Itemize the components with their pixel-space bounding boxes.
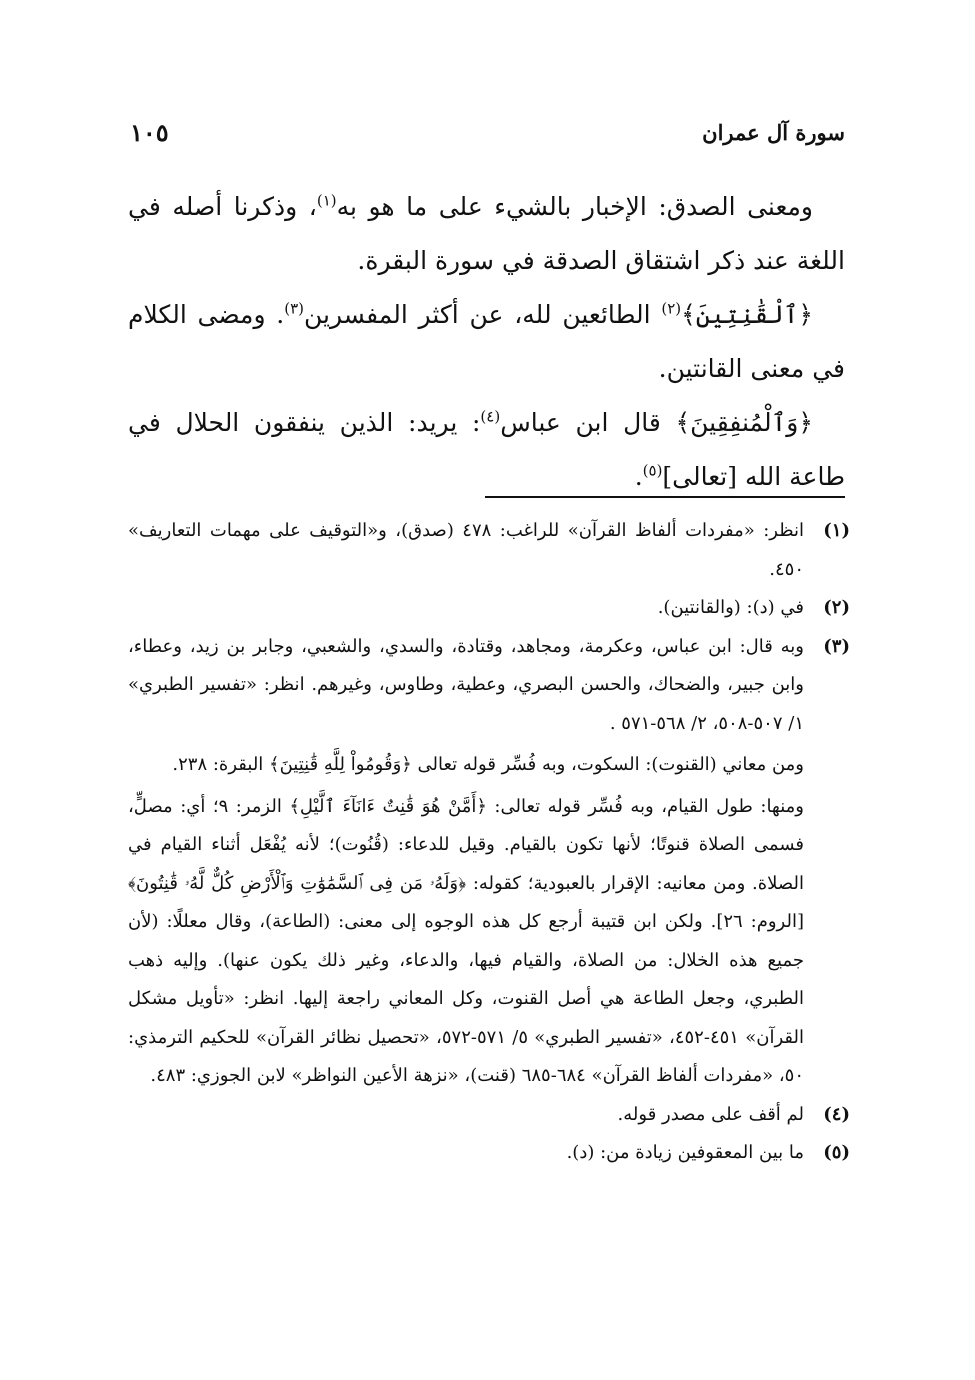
footnote-ref: (١) <box>316 191 337 210</box>
footnote-ref: (٤) <box>480 407 501 426</box>
surah-title: سورة آل عمران <box>702 119 845 145</box>
footnotes <box>128 512 850 1173</box>
footnote <box>128 628 850 1096</box>
footnote-text: انظر: «مفردات ألفاظ القرآن» للراغب: ٤٧٨ (صدق)، و«التوقيف على مهمات التعاريف» ٤٥٠. <box>128 520 804 580</box>
page-header <box>130 112 845 152</box>
footnote-number: (٥) <box>823 1142 850 1163</box>
footnote-text: في (د): (والقانتين). <box>657 597 804 618</box>
main-text <box>128 180 845 504</box>
body-paragraph: ﴿وَٱلْمُنفِقِينَ﴾ قال ابن عباس$^{(٤)}$: يريد: الذين ينفقون الحلال في طاعة الله [تعالى]$^{(٥)}$. <box>128 407 845 491</box>
body-paragraph: ﴿ٱلْقَٰنِتِينَ﴾$^{(٢)}$ الطائعين لله، عن أكثر المفسرين$^{(٣)}$. ومضى الكلام في معنى القانتين. <box>128 299 845 383</box>
footnote-text: وبه قال: ابن عباس، وعكرمة، ومجاهد، وقتادة، والسدي، والشعبي، وجابر بن زيد، وعطاء، وابن جبير، والضحاك، والحسن البصري، وعطية، وطاوس، وغيرهم. انظر: «تفسير الطبري» ١/ ٥٠٧-٥٠٨، ٢/ ٥٦٨-٥٧١ . <box>128 635 804 734</box>
footnote-text: ومن معاني (القنوت): السكوت، وبه فُسِّر قوله تعالى ﴿وَقُومُواْ لِلَّهِ قَٰنِتِينَ﴾ البقرة: ٢٣٨. <box>172 754 804 775</box>
page-number: ١٠٥ <box>130 117 169 147</box>
footnote-text: ما بين المعقوفين زيادة من: (د). <box>566 1142 804 1163</box>
footnote-number: (٢) <box>823 597 850 618</box>
footnote-text: لم أقف على مصدر قوله. <box>617 1103 804 1125</box>
footnote-number: (٤) <box>823 1103 850 1125</box>
body-paragraph: ومعنى الصدق: الإخبار بالشيء على ما هو به$^{(١)}$، وذكرنا أصله في اللغة عند ذكر اشتقاق الصدقة في سورة البقرة. <box>128 191 845 275</box>
footnote <box>128 1134 850 1173</box>
footnote <box>128 589 850 628</box>
footnote-number: (٣) <box>823 635 850 657</box>
footnote <box>128 512 850 589</box>
footnote-text: ومنها: طول القيام، وبه فُسِّر قوله تعالى: ﴿أَمَّنْ هُوَ قَٰنِتٌ ءَانَآءَ ٱلَّيْلِ﴾ الزمر: ٩؛ أي: مصلٍّ، فسمى الصلاة قنوتًا؛ لأنها تكون بالقيام. وقيل للدعاء: (قُنُوت)؛ لأنه يُفْعَل أثناء القيام في الصلاة. ومن معانيه: الإقرار بالعبودية؛ كقوله: ﴿وَلَهُۥ مَن فِى ٱلسَّمَٰوَٰتِ وَٱلْأَرْضِ كُلٌّ لَّهُۥ قَٰنِتُونَ﴾ [الروم: ٢٦]. ولكن ابن قتيبة أرجع كل هذه الوجوه إلى معنى: (الطاعة)، وقال معللًا: (لأن جميع هذه الخلال: من الصلاة، والقيام فيها، والدعاء، وغير ذلك يكون عنها). وإليه ذهب الطبري، وجعل الطاعة هي أصل القنوت، وكل المعاني راجعة إليها. انظر: «تأويل مشكل القرآن» ٤٥١-٤٥٢، «تفسير الطبري» ٥/ ٥٧١-٥٧٢، «تحصيل نظائر القرآن» للحكيم الترمذي: ٥٠، «مفردات ألفاظ القرآن» ٦٨٤-٦٨٥ (قنت)، «نزهة الأعين النواظر» لابن الجوزي: ٤٨٣. <box>128 795 804 1086</box>
footnote-ref: (٥) <box>642 461 663 480</box>
footnote-ref: (٣) <box>284 299 305 318</box>
footnote-separator <box>485 496 845 498</box>
footnote <box>128 1096 850 1135</box>
footnote-number: (١) <box>823 520 850 541</box>
footnote-ref: (٢) <box>661 299 682 318</box>
